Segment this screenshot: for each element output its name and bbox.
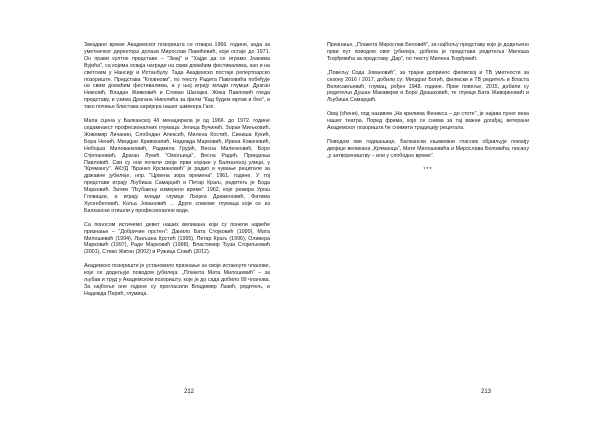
left-paragraph-3: Са поносом истичемо девет наших великана који су понели највеће признање – "Добричин прстен": Данило Бата Стојковић (1990), Мата Милошевић (1994), Љиљана Крстић (1995), Петар Краљ (1996), Оливера Марковић (1997), Раде Марковић (1998), Властимир Ђуза Стојиљковић (2001), Стево Жигон (2002) и Ружица Сокић (2012).: [84, 221, 270, 256]
left-paragraph-2: Мала сцена у Балканској 4/I менаџирала је од 1966. до 1972. године седамнаест професионалних глумаца: Јелица Вучинић, Зоран Миљковић, Живомир Личанин, Слободан Алексић, Милена Костић, Синиша Кукић, Бора Ненић, Миодраг Кривокапић, Надежда Марковић, Ирина Ковачевић, Небојша Милованковић, Радмила Грујић, Весна Миленковић, Боро Стјепановић, Драган Лукић "Омољица", Весна Радић, Приндоња Павловић. Сви су они почели своје први кораке у Балканској улици, у "Крчмангу". АКУД "Бранко Крсмановић" је радио и чување рецитале за државне јубилеје, нпр. "Црвена зора времена" 1961. године. У тој представи играју Љубиша Самарџић и Петар Краљ, редитељ је Бода Марковић. Затим "Љубављу измерено време" 1962, које режира Урош Гловацки, а играју млади глумци Љерка Драженовић, Фатима Хусенбеговић, Коља Јовановић ... Друге спикове глумаца који се из Балканске отишли у професионалне воде.: [84, 118, 270, 214]
section-separator: ***: [423, 166, 433, 173]
right-paragraph-2: „Повељу Сода Јовановић", за трајни допринос филмској и ТВ уметности за сезону 2016 / 2017, добили су: Миодраг Богић, филмски и ТВ редитељ и Власта Велисављевић, глумац, рођен 1948. године. Прве повеље, 2015, добили су редитељи Душан Макавејев и Боро Драшковић, те глумци Бата Живојиновић и Љубиша Самарџић.: [327, 69, 529, 104]
right-paragraph-3: Овај (сћени), под називом „На крилима Феникса – до стоте", је најава пуног века нашег театра. Поред фрима, које се снима за тај важни догађај, ветерани Академског позоришта ће снимити традицију рецитала.: [327, 111, 529, 132]
right-page: [300, 0, 600, 423]
left-paragraph-4: Академско позориште је установило признање за своје истакнуте чланове, које се додељује поводом јубилеја: „Плакета Мата Милошевић" – за љубав и труд у Академском позоришту, које је до сада добило 99 чланова. За најбоље оне године су прогласили Владимир Лазић, редитељ, и Надежда Перић, глумица.: [84, 263, 270, 297]
right-text-column: [327, 42, 529, 181]
right-page-number: 213: [481, 389, 492, 395]
left-page-number: 212: [184, 389, 195, 395]
right-paragraph-1: Признање, „Плакета Мирослав Беловић", за најбољу представу које је додељено први пут поводом овог јубилеја, добила је представа редитеља Милоша Ђорђевића за представу „Дар", по тексту Милена Ђорђевић.: [327, 42, 529, 62]
right-paragraph-4: Поводом ове годишњице, Балкански књижевни гласник објављује поезију двојице великана „Крчманца", Мате Милошевића и Мирослава Беловића, писану „у затвореништву – или у слободно време".: [327, 138, 529, 159]
left-paragraph-1: Звездано време Академског позоришта се отвара 1966. године, када за уметничког директора долази Мирослав Павићевић, који остаје до 1971. Он прави култне представе – "Змај" и "Хајде да се играмо Јоакима Вујића", са којима осваја награде на свим домаћим фестивалима, као и на светским у Нансију и Истанбулу. Тада Академско постаје репертоарско позориште. Представа "Кловнови", по тексту Радета Павловића побеђује на свим домаћим фестивалима, а у њој играју млади глумци: Драган Николић, Владан Живковић и Стеван Шалајка. Жика Павловић гледа представу, и узима Драгана Николића за филм "Кад будем мртав и бео", и тако почиње блистава каријера нашег шмекера Гаге.: [84, 42, 270, 111]
left-text-column: [84, 42, 270, 305]
